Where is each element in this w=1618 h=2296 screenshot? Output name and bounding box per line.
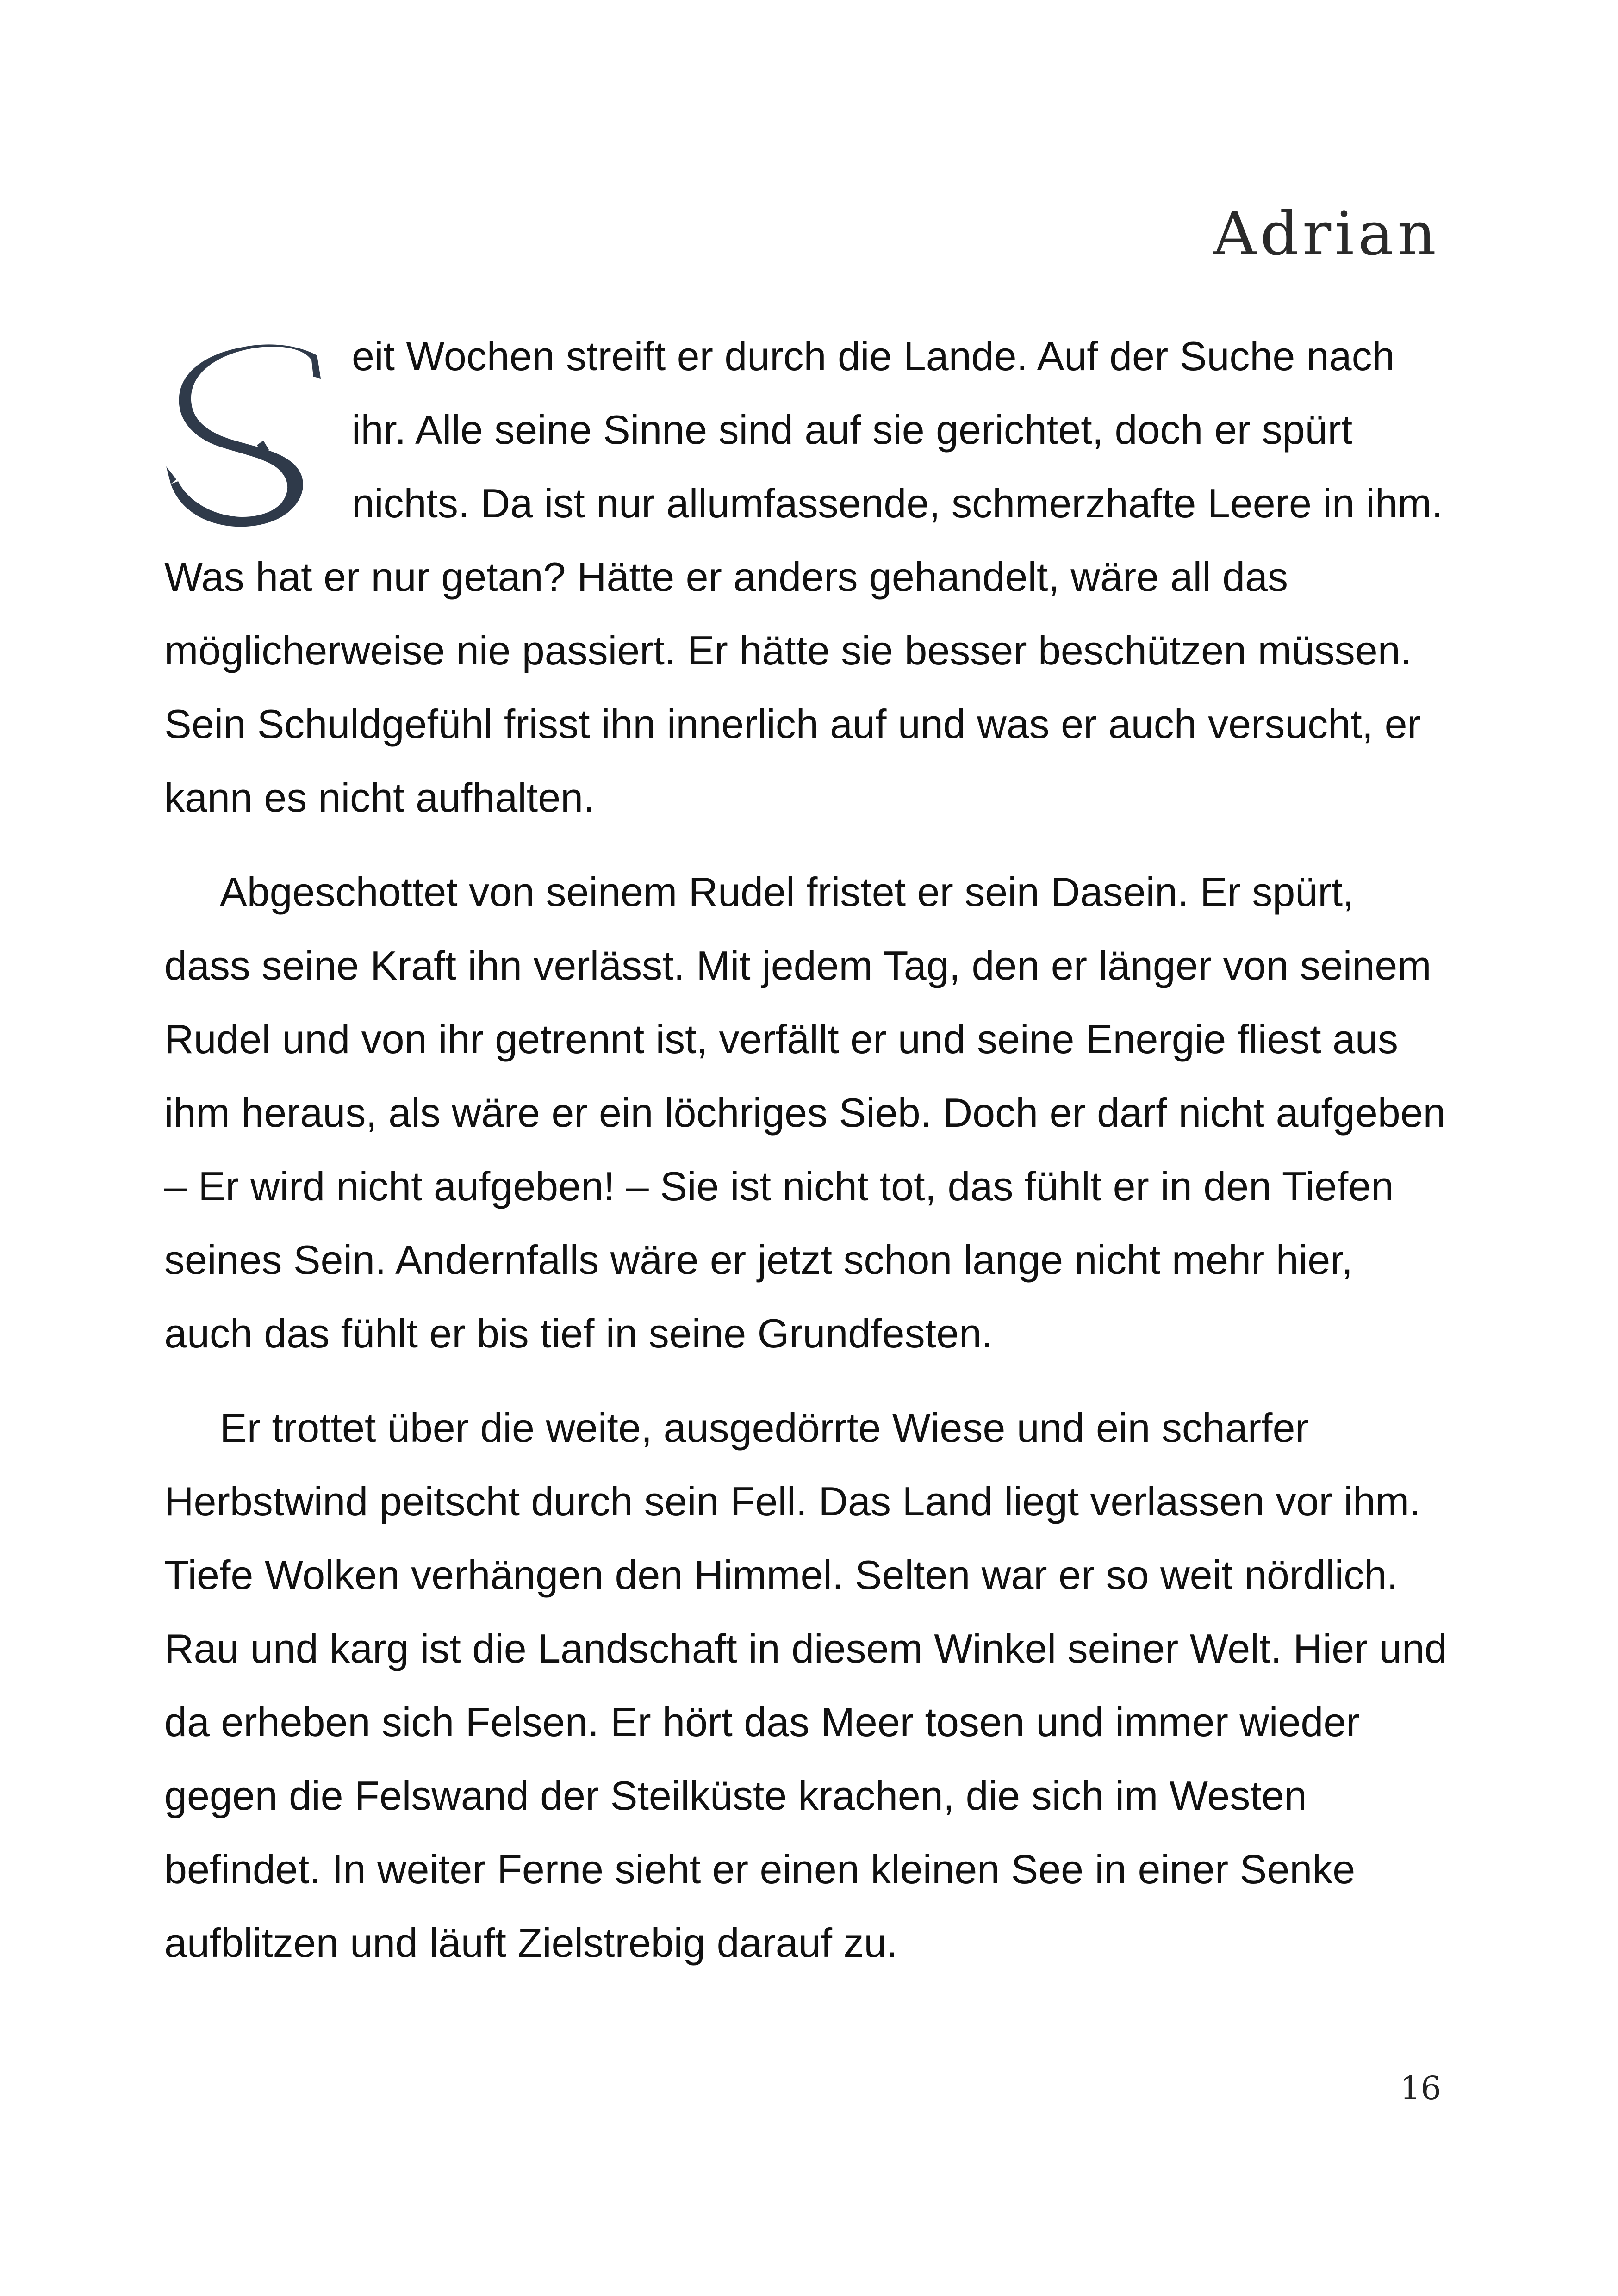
page-number: 16: [1400, 2069, 1441, 2107]
chapter-body: [164, 319, 1451, 1980]
paragraph-text: eit Wochen streift er durch die Lande. Auf der Suche nach ihr. Alle seine Sinne sind auf sie gerichtet, doch er spürt nichts. Da ist nur allumfassende, schmerzhafte Leere in ihm. Was hat er nur getan? Hätte er anders gehandelt, wäre all das möglicherweise nie passiert. Er hätte sie besser beschützen müssen. Sein Schuldgefühl frisst ihn innerlich auf und was er auch versucht, er kann es nicht aufhalten.: [164, 333, 1443, 820]
drop-cap: [164, 342, 336, 534]
paragraph-2: Abgeschottet von seinem Rudel fristet er sein Dasein. Er spürt, dass seine Kraft ihn verlässt. Mit jedem Tag, den er länger von seinem Rudel und von ihr getrennt ist, verfällt er und seine Energie fliest aus ihm heraus, als wäre er ein löchriges Sieb. Doch er darf nicht aufgeben – Er wird nicht aufgeben! – Sie ist nicht tot, das fühlt er in den Tiefen seines Sein. Andernfalls wäre er jetzt schon lange nicht mehr hier, auch das fühlt er bis tief in seine Grundfesten.: [164, 869, 1446, 1356]
paragraph-3: Er trottet über die weite, ausgedörrte Wiese und ein scharfer Herbstwind peitscht durch sein Fell. Das Land liegt verlassen vor ihm. Tiefe Wolken verhängen den Himmel. Selten war er so weit nördlich. Rau und karg ist die Landschaft in diesem Winkel seiner Welt. Hier und da erheben sich Felsen. Er hört das Meer tosen und immer wieder gegen die Felswand der Steilküste krachen, die sich im Westen befindet. In weiter Ferne sieht er einen kleinen See in einer Senke aufblitzen und läuft Zielstrebig darauf zu.: [164, 1405, 1447, 1966]
drop-cap-s-glyph: [164, 342, 336, 534]
paragraph-1: [164, 319, 1451, 834]
chapter-title: Adrian: [1213, 199, 1440, 269]
